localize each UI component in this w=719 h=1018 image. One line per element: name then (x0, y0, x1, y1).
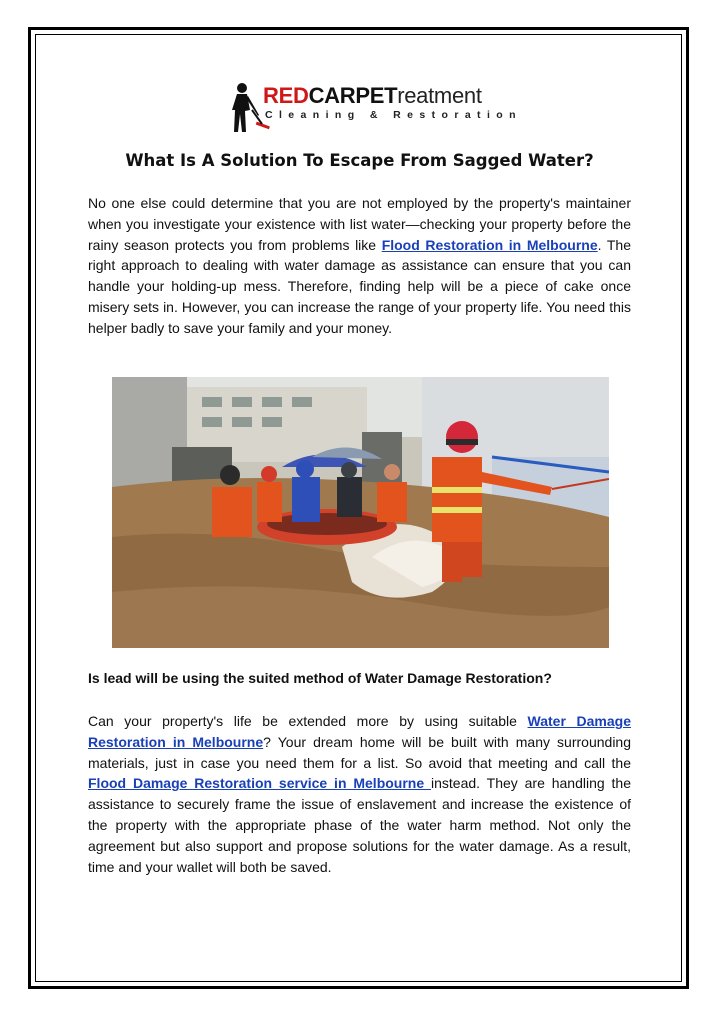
brand-dark-part: CARPET (308, 83, 398, 108)
section-subheading: Is lead will be using the suited method of Water Damage Restoration? (88, 670, 552, 686)
flood-damage-restoration-service-link[interactable]: Flood Damage Restoration service in Melbourne (88, 775, 432, 792)
restoration-paragraph (88, 711, 631, 877)
company-logo (228, 80, 522, 138)
brand-red-part: RED (263, 83, 309, 108)
logo-wordmark (263, 84, 522, 121)
flood-rescue-photo (112, 377, 609, 648)
intro-text-2: . The right approach to dealing with water damage as assistance can ensure that you can handle your holding-up mess. Therefore, finding help will be a piece of cake once misery sets in. However, you can increase the range of your property life. You need this helper badly to save your family and your money. (88, 236, 631, 336)
brand-name (263, 84, 522, 108)
restoration-text-1: Can your property's life be extended more by using suitable (88, 713, 528, 729)
intro-paragraph (88, 193, 631, 339)
brand-thin-part: reatment (397, 83, 482, 108)
water-damage-restoration-link[interactable]: Water Damage Restoration in Melbourne (88, 713, 631, 750)
page-title: What Is A Solution To Escape From Sagged Water? (125, 151, 594, 170)
flood-restoration-link[interactable]: Flood Restoration in Melbourne (381, 236, 598, 253)
brand-tagline: Cleaning & Restoration (265, 109, 522, 121)
intro-text-1: No one else could determine that you are not employed by the property's maintainer when you investigate your existence with list water—checking your property before the rainy season protects you from problems like (88, 195, 631, 253)
restoration-text-3: instead. They are handling the assistance to securely frame the issue of enslavement and increase the existence of the property with the appropriate phase of the water harm method. Not only the agreement but also support and propose solutions for the water damage. As a result, time and your wallet will both be saved. (88, 775, 631, 875)
restoration-text-2: ? Your dream home will be built with many surrounding materials, just in case you need them for a list. So avoid that meeting and call the (88, 733, 631, 771)
